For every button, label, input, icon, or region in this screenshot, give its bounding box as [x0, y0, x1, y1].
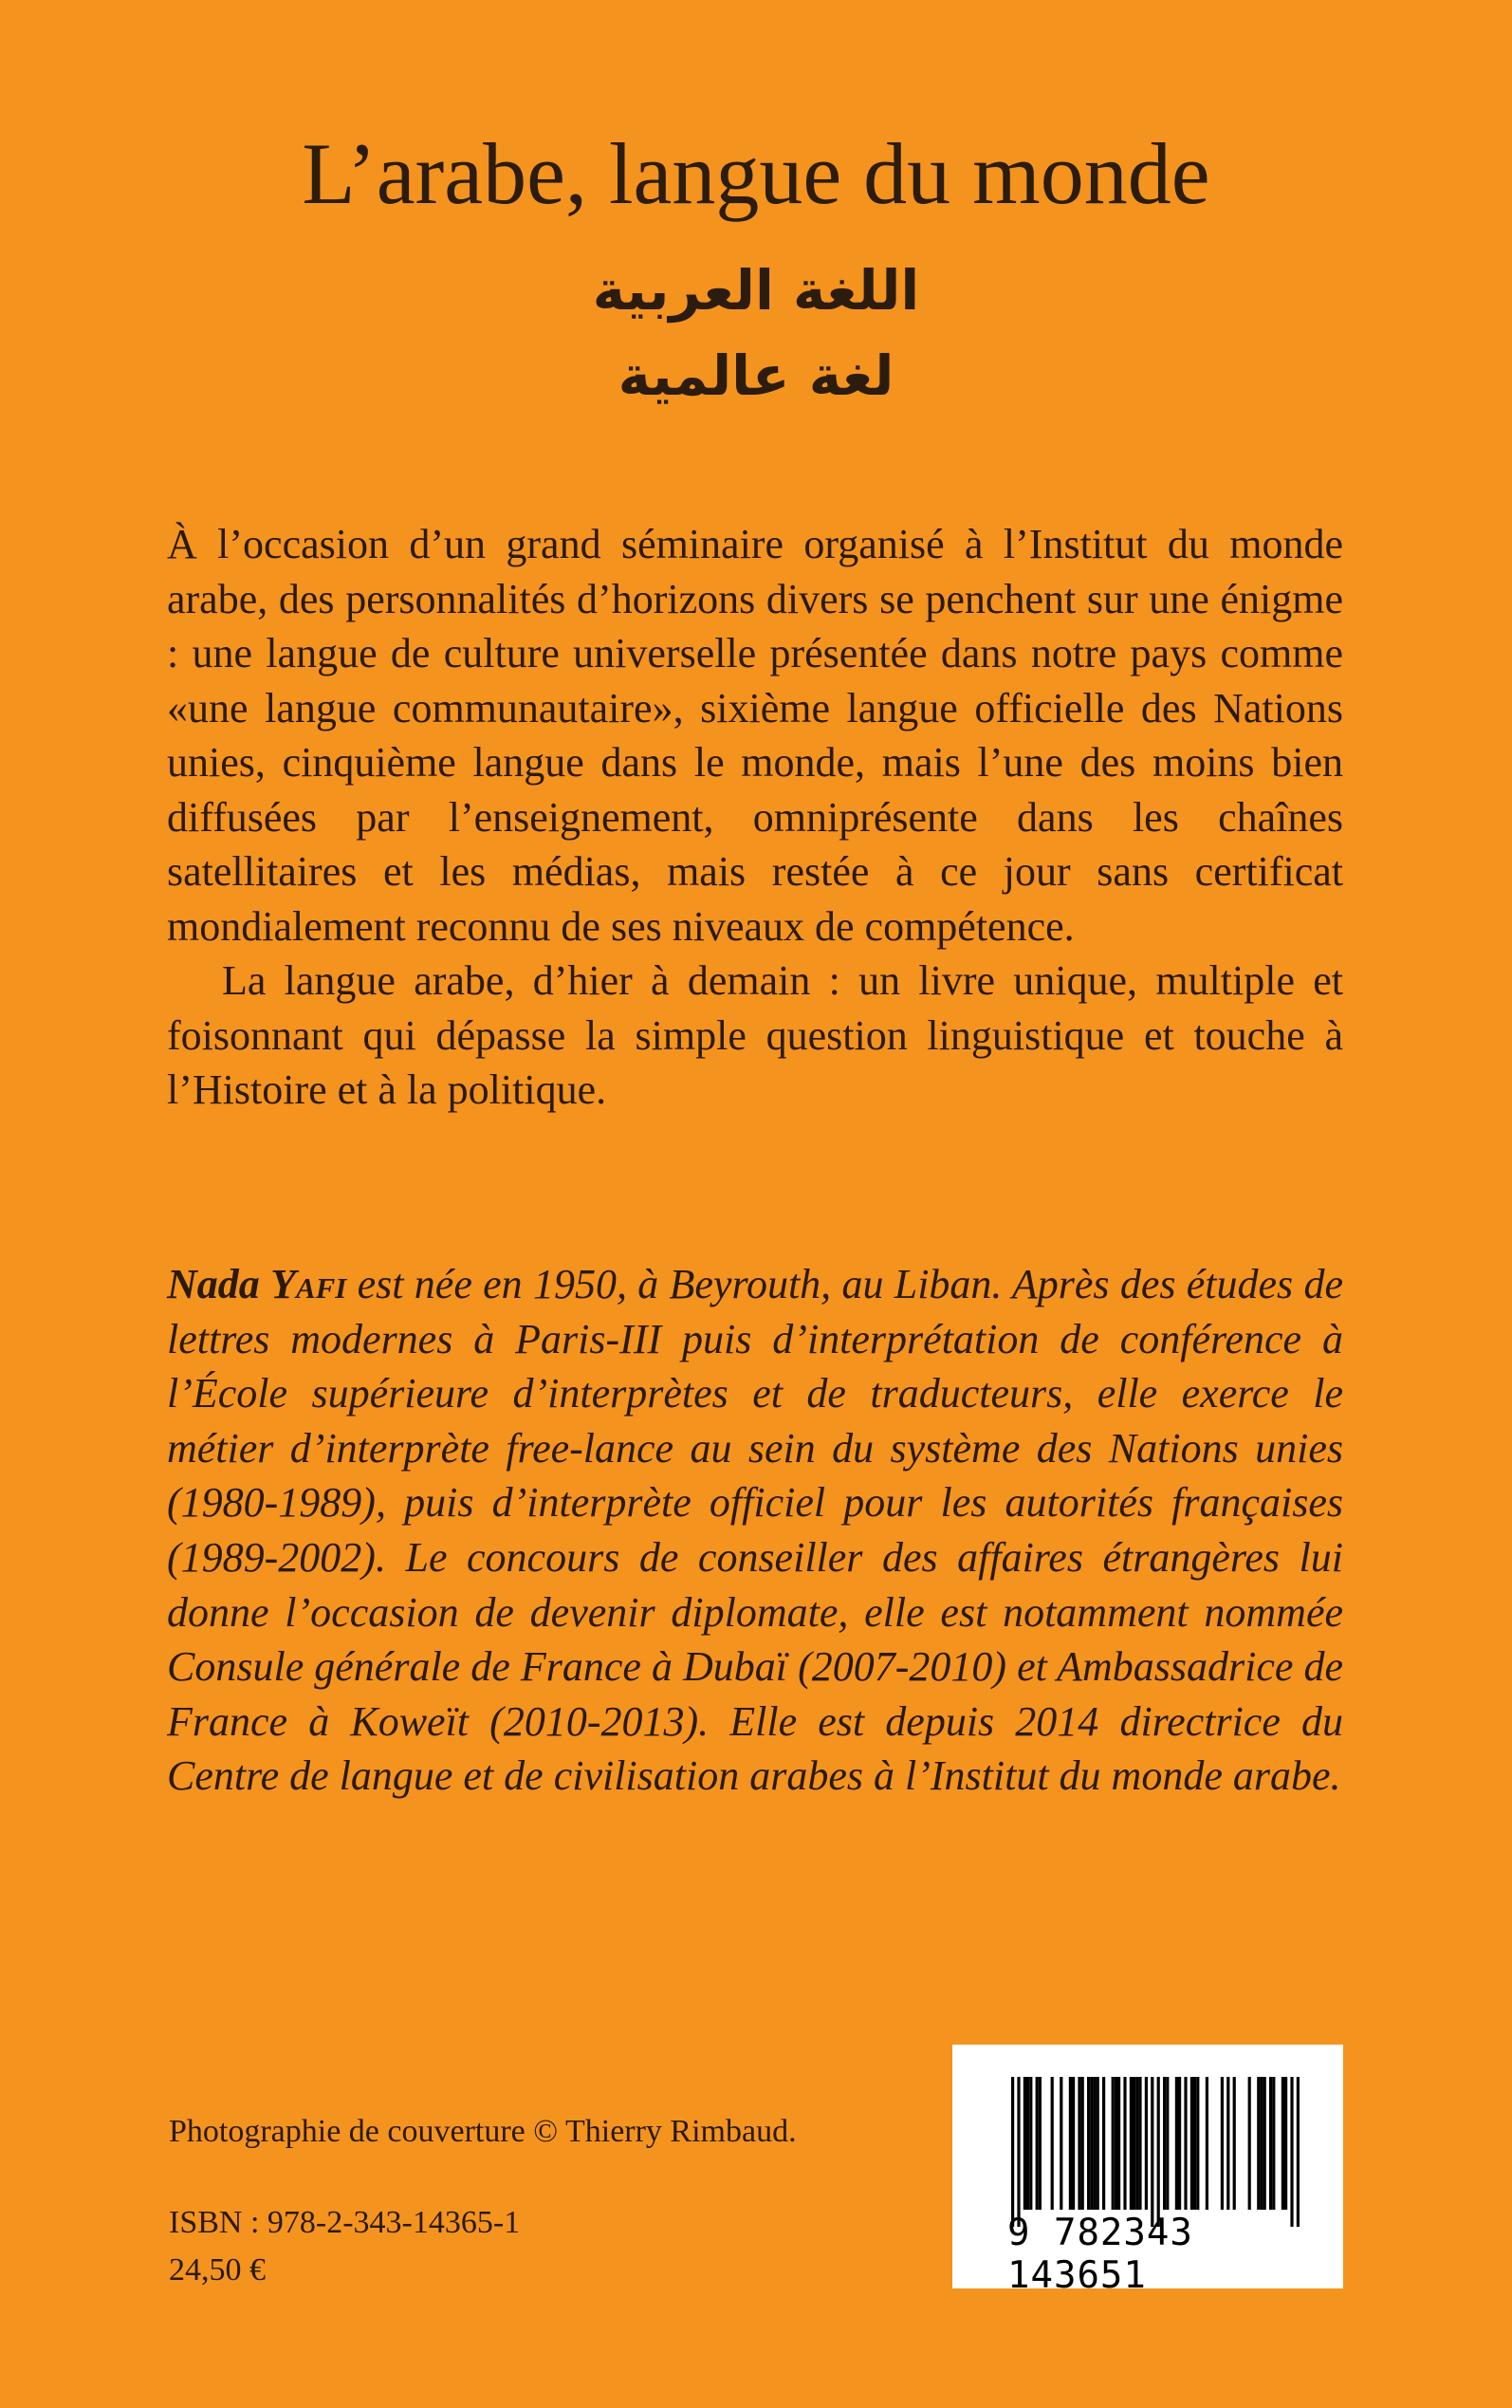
barcode-bar [1133, 2077, 1135, 2210]
barcode-bar [1017, 2077, 1020, 2227]
author-first-name: Nada [167, 1261, 260, 1307]
barcode-bar [1029, 2077, 1032, 2210]
description-paragraph-1: À l’occasion d’un grand séminaire organisé à l’Institut du monde arabe, des personnalités d’horizons divers se penchent sur une énigme : une langue de culture universelle présentée dans notre pays comme «une langue communautaire», sixième langue officielle des Nations unies, cinquième langue dans le monde, mais l’une des moins bien diffusées par l’enseignement, omniprésente dans les chaînes satellitaires et les médias, mais restée à ce jour sans certificat mondialement reconnu de ses niveaux de compétence. [167, 521, 1343, 950]
barcode-bar [1117, 2077, 1120, 2210]
barcode-bar [1087, 2077, 1090, 2210]
barcode-bar [1226, 2077, 1229, 2210]
barcode-bar [1090, 2077, 1093, 2210]
barcode-bar [1039, 2077, 1042, 2210]
barcode-bar [1175, 2077, 1178, 2210]
barcode-bar [1060, 2077, 1062, 2210]
author-biography [167, 1257, 1343, 1804]
barcode-bar [1112, 2077, 1115, 2210]
barcode-bar [1026, 2077, 1029, 2210]
barcode-bar [1257, 2077, 1260, 2210]
barcode-bar [1184, 2077, 1187, 2210]
author-name [167, 1261, 346, 1307]
barcode-bar [1157, 2077, 1160, 2227]
book-description [167, 517, 1343, 1118]
barcode-bar [1282, 2077, 1284, 2210]
barcode-bar [1130, 2077, 1133, 2210]
barcode-bar [1135, 2077, 1138, 2210]
barcode-bar [1206, 2077, 1208, 2210]
barcode-bar [1193, 2077, 1196, 2210]
barcode-bar [1011, 2077, 1014, 2227]
barcode-bar [1263, 2077, 1266, 2210]
barcode-bar [1123, 2077, 1126, 2210]
barcode-bar [1051, 2077, 1054, 2210]
barcode-bar [1233, 2077, 1236, 2210]
barcode-bar [1151, 2077, 1153, 2227]
barcode-bar [1221, 2077, 1224, 2210]
barcode-bar [1284, 2077, 1287, 2210]
isbn: ISBN : 978-2-343-14365-1 [169, 2205, 521, 2240]
biography-text: est née en 1950, à Beyrouth, au Liban. Après des études de lettres modernes à Paris-III puis d’interprétation de conférence à l’École supérieure d’interprètes et de traducteurs, elle exerce le métier d’interprète free-lance au sein du système des Nations unies (1980-1989), puis d’interprète officiel pour les autorités françaises (1989-2002). Le concours de conseiller des affaires étrangères lui donne l’occasion de devenir diplomate, elle est notamment nommée Consule générale de France à Dubaï (2007-2010) et Ambassadrice de France à Koweït (2010-2013). Elle est depuis 2014 directrice du Centre de langue et de civilisation arabes à l’Institut du monde arabe. [167, 1261, 1343, 1800]
barcode-bar [1115, 2077, 1117, 2210]
barcode [952, 2045, 1343, 2297]
barcode-bar [1097, 2077, 1099, 2210]
price: 24,50 € [169, 2252, 266, 2288]
barcode-bar [1078, 2077, 1080, 2210]
barcode-bar [1272, 2077, 1275, 2210]
barcode-bar [1069, 2077, 1072, 2210]
barcode-bar [1260, 2077, 1263, 2210]
barcode-bar [1145, 2077, 1148, 2210]
description-paragraph-2: La langue arabe, d’hier à demain : un livre unique, multiple et foisonnant qui dépasse la simple question linguistique et touche à l’Histoire et à la politique. [167, 957, 1343, 1113]
barcode-bar [1163, 2077, 1166, 2210]
barcode-bar [1190, 2077, 1193, 2210]
book-title: L’arabe, langue du monde [302, 125, 1210, 222]
author-last-name: Yafi [270, 1261, 347, 1307]
barcode-bar [1102, 2077, 1105, 2210]
barcode-bar [1081, 2077, 1084, 2210]
barcode-bar [1178, 2077, 1181, 2210]
barcode-bar [1269, 2077, 1272, 2210]
barcode-bar [1138, 2077, 1141, 2210]
barcode-digits: 9 782343 143651 [1007, 2212, 1193, 2297]
barcode-bar [1072, 2077, 1075, 2210]
photo-credit: Photographie de couverture © Thierry Rimbaud. [169, 2114, 797, 2149]
barcode-bar [1166, 2077, 1169, 2210]
barcode-bar [1023, 2077, 1026, 2210]
arabic-title-line-1: اللغة العربية [592, 258, 920, 323]
barcode-bar [1297, 2077, 1300, 2227]
barcode-bar [1248, 2077, 1251, 2210]
barcode-bar [1093, 2077, 1096, 2210]
arabic-title-line-2: لغة عالمية [618, 343, 894, 408]
barcode-bar [1036, 2077, 1039, 2210]
barcode-bar [1290, 2077, 1293, 2227]
barcode-bar [1196, 2077, 1199, 2210]
